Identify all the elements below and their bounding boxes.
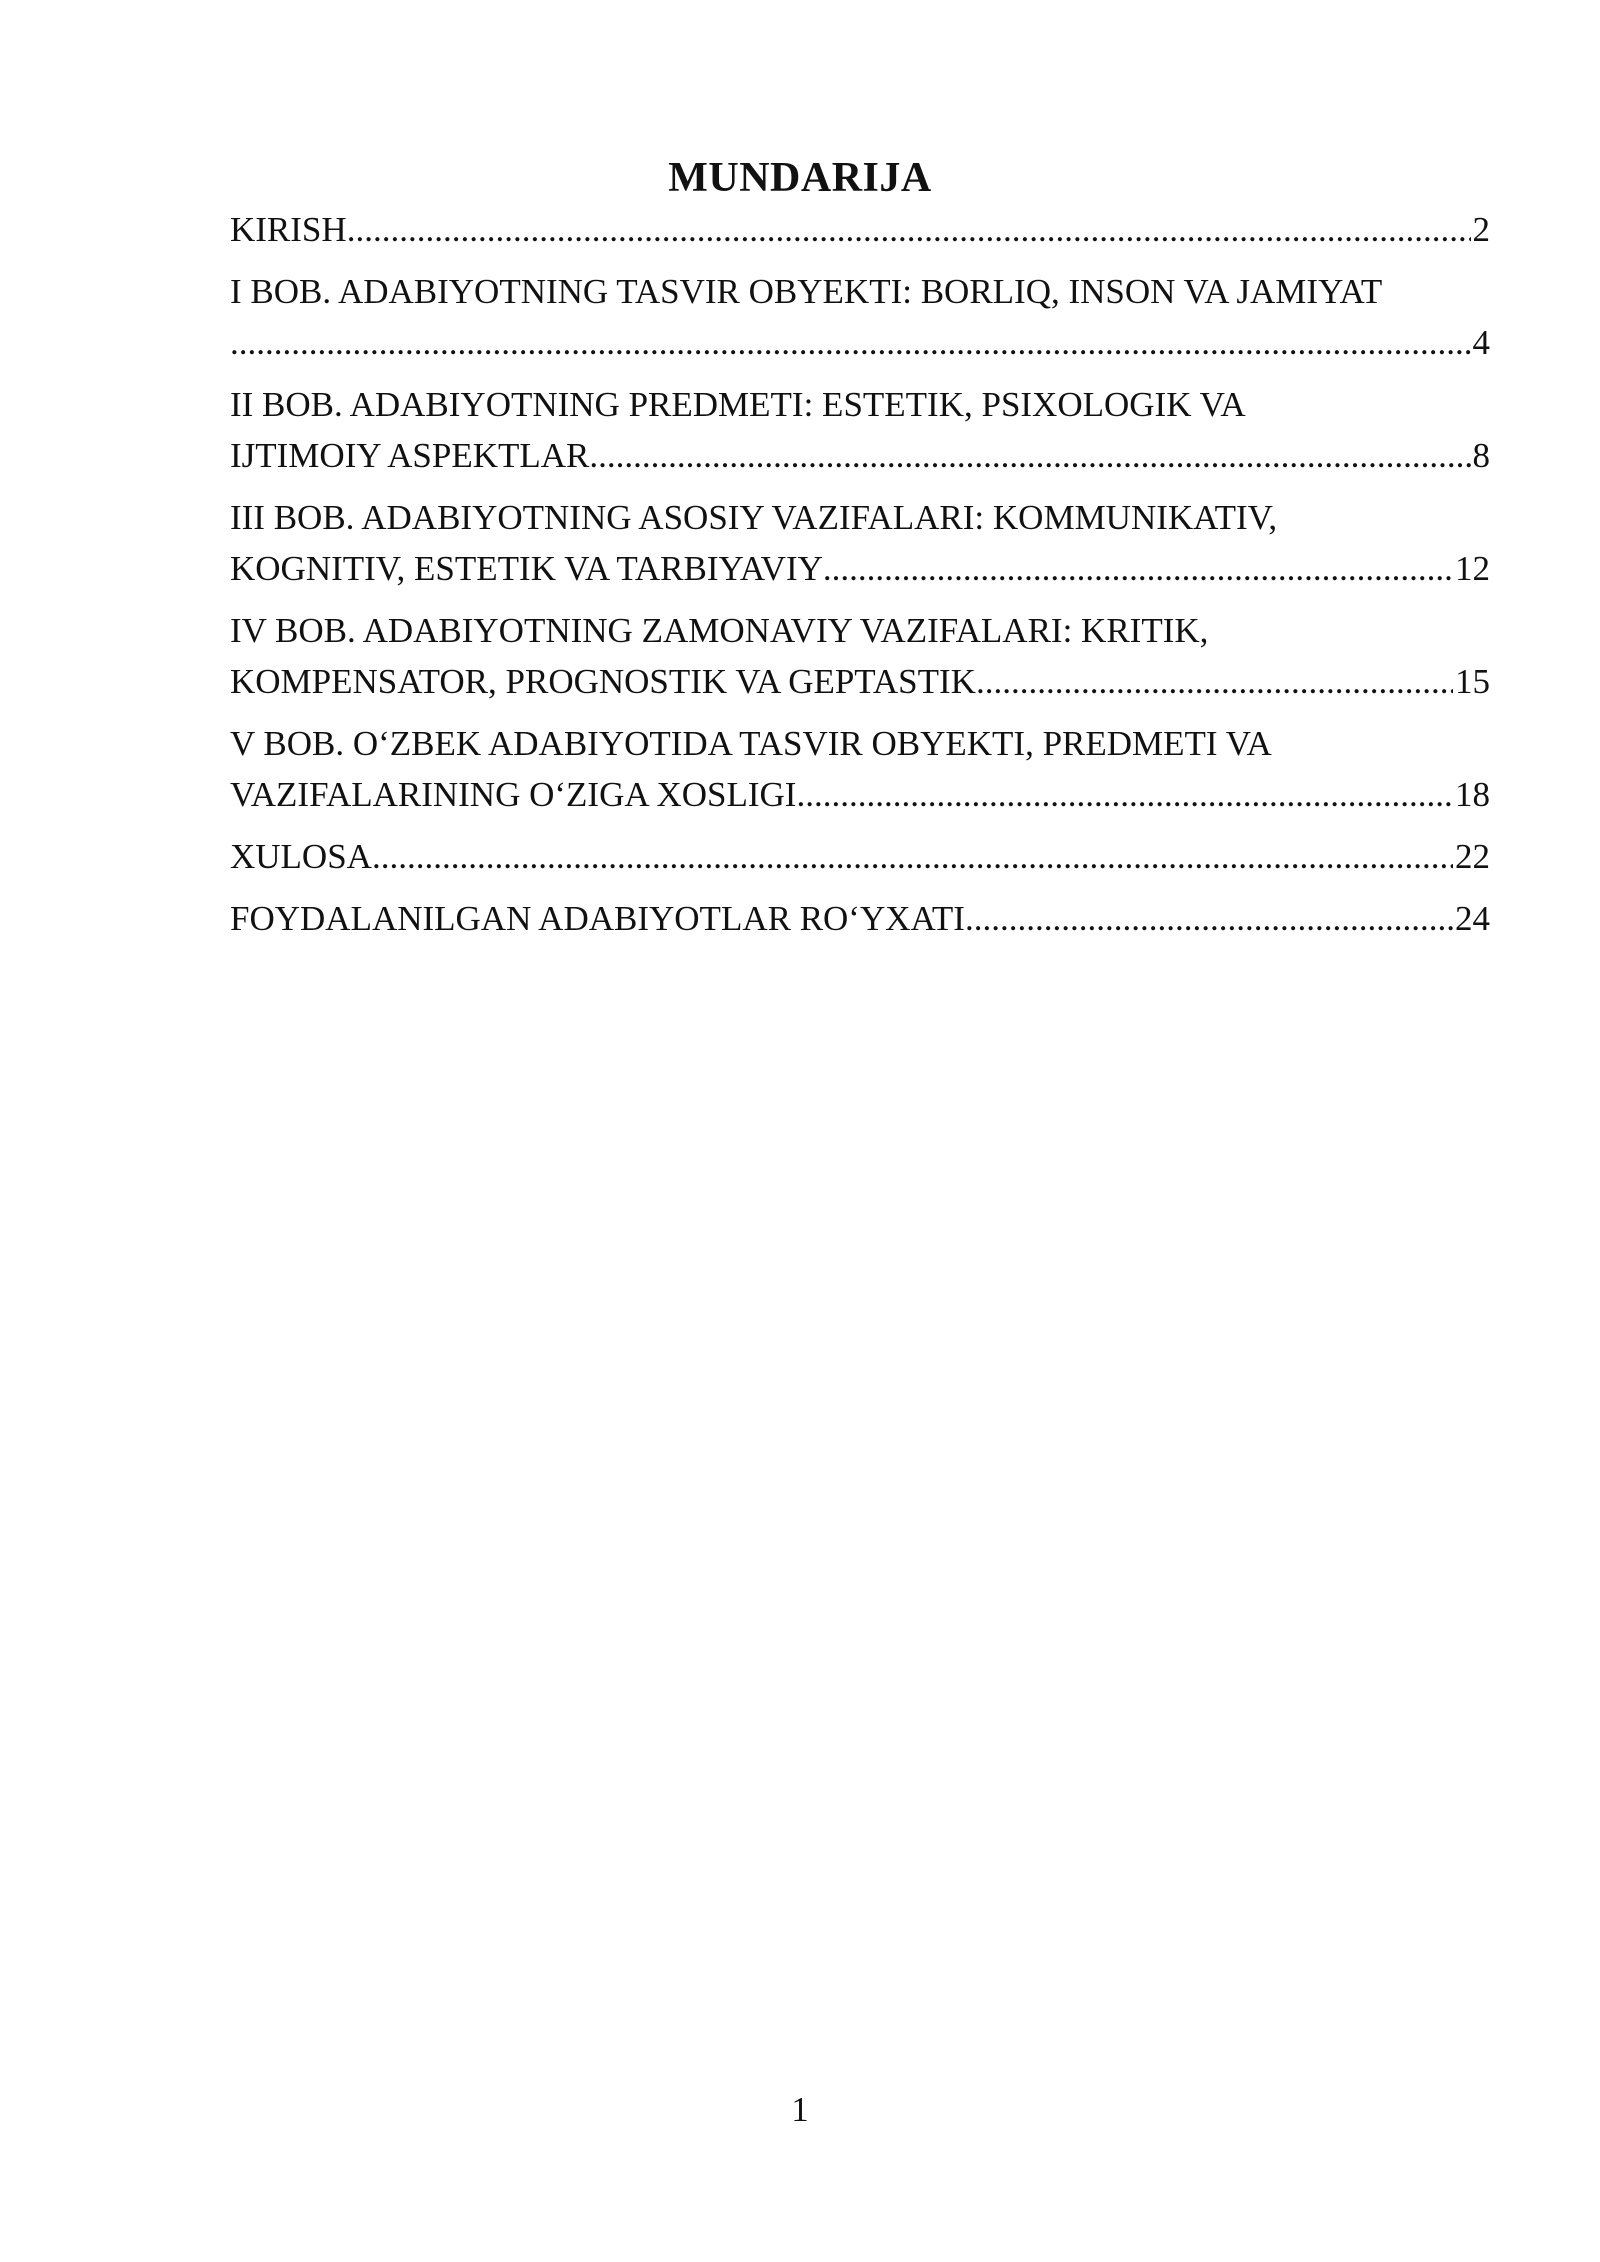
toc-entry-page: 4 <box>1472 323 1490 362</box>
dot-leader <box>372 831 1453 882</box>
toc-entry-kirish[interactable] <box>230 204 1490 255</box>
toc-entry-label: III BOB. ADABIYOTNING ASOSIY VAZIFALARI: KOMMUNIKATIV, <box>230 498 1278 537</box>
toc-entry-label: XULOSA <box>230 837 372 876</box>
dot-leader <box>796 769 1453 820</box>
toc-entry-chapter-1[interactable] <box>230 266 1490 368</box>
toc-entry-label-continuation: KOMPENSATOR, PROGNOSTIK VA GEPTASTIK <box>230 662 976 701</box>
toc-entry-page: 12 <box>1455 549 1490 588</box>
toc-entry-label: II BOB. ADABIYOTNING PREDMETI: ESTETIK, PSIXOLOGIK VA <box>230 385 1246 424</box>
toc-entry-line <box>230 769 1490 820</box>
toc-entry-page: 24 <box>1455 899 1490 938</box>
toc-entry-line <box>230 831 1490 882</box>
toc-entry-page: 2 <box>1472 210 1490 249</box>
toc-entry-label-continuation: KOGNITIV, ESTETIK VA TARBIYAVIY <box>230 549 823 588</box>
toc-entry-chapter-5[interactable] <box>230 718 1490 820</box>
toc-entry-label: FOYDALANILGAN ADABIYOTLAR RO‘YXATI <box>230 899 965 938</box>
toc-entry-label-continuation: IJTIMOIY ASPEKTLAR <box>230 436 590 475</box>
toc-title: MUNDARIJA <box>668 155 932 201</box>
dot-leader <box>823 543 1453 594</box>
toc-entry-line <box>230 893 1490 944</box>
dot-leader <box>230 317 1471 368</box>
table-of-contents <box>230 204 1490 955</box>
toc-entry-line <box>230 317 1490 368</box>
toc-entry-line <box>230 204 1490 255</box>
toc-entry-page: 15 <box>1455 662 1490 701</box>
toc-entry-chapter-2[interactable] <box>230 379 1490 481</box>
toc-entry-line <box>230 430 1490 481</box>
toc-entry-line <box>230 543 1490 594</box>
toc-entry-page: 8 <box>1472 436 1490 475</box>
page-number: 1 <box>791 2090 809 2129</box>
toc-entry-line <box>230 656 1490 707</box>
toc-entry-xulosa[interactable] <box>230 831 1490 882</box>
toc-entry-label: V BOB. O‘ZBEK ADABIYOTIDA TASVIR OBYEKTI, PREDMETI VA <box>230 724 1272 763</box>
toc-entry-label: I BOB. ADABIYOTNING TASVIR OBYEKTI: BORLIQ, INSON VA JAMIYAT <box>230 272 1383 311</box>
toc-entry-label-continuation: VAZIFALARINING O‘ZIGA XOSLIGI <box>230 775 797 814</box>
toc-entry-label: IV BOB. ADABIYOTNING ZAMONAVIY VAZIFALARI: KRITIK, <box>230 611 1209 650</box>
dot-leader <box>347 204 1471 255</box>
toc-entry-page: 22 <box>1455 837 1490 876</box>
dot-leader <box>589 430 1470 481</box>
toc-entry-page: 18 <box>1455 775 1490 814</box>
toc-entry-references[interactable] <box>230 893 1490 944</box>
toc-entry-chapter-3[interactable] <box>230 492 1490 594</box>
dot-leader <box>976 656 1453 707</box>
dot-leader <box>965 893 1453 944</box>
toc-entry-chapter-4[interactable] <box>230 605 1490 707</box>
toc-entry-label: KIRISH <box>230 210 347 249</box>
